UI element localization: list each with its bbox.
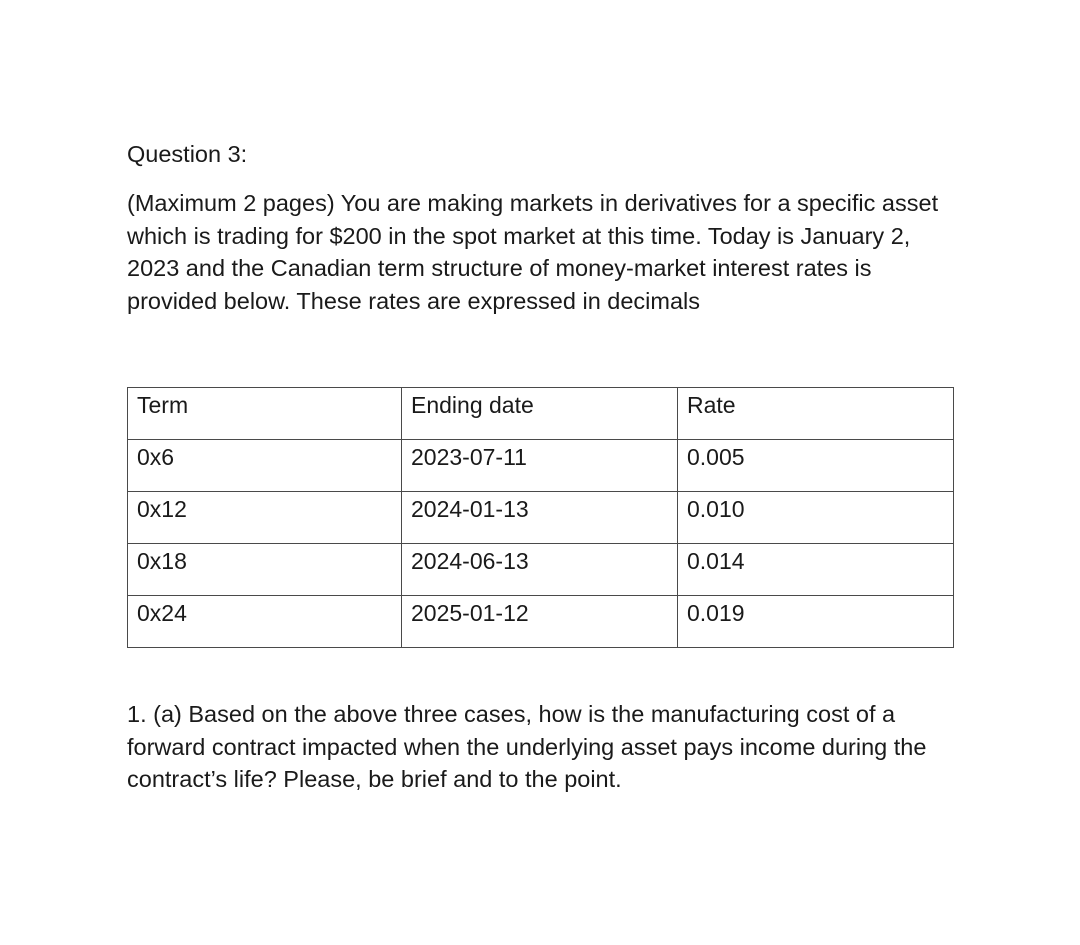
- column-header-rate: Rate: [678, 388, 954, 440]
- ending-date-cell: 2025-01-12: [402, 596, 678, 648]
- rate-cell: 0.019: [678, 596, 954, 648]
- column-header-term: Term: [128, 388, 402, 440]
- question-heading: Question 3:: [127, 141, 248, 167]
- term-structure-table: [127, 387, 954, 648]
- rate-cell: 0.010: [678, 492, 954, 544]
- rate-cell: 0.005: [678, 440, 954, 492]
- table-row: [128, 492, 954, 544]
- term-cell: 0x12: [128, 492, 402, 544]
- term-cell: 0x24: [128, 596, 402, 648]
- table-row: [128, 544, 954, 596]
- intro-paragraph: (Maximum 2 pages) You are making markets in derivatives for a specific asset which is trading for $200 in the spot market at this time. Today is January 2, 2023 and the Canadian term structure of money-market interest rates is provided below. These rates are expressed in decimals: [127, 190, 939, 314]
- ending-date-cell: 2024-01-13: [402, 492, 678, 544]
- rate-cell: 0.014: [678, 544, 954, 596]
- column-header-ending-date: Ending date: [402, 388, 678, 440]
- ending-date-cell: 2024-06-13: [402, 544, 678, 596]
- table-row: [128, 440, 954, 492]
- term-cell: 0x6: [128, 440, 402, 492]
- table-header-row: [128, 388, 954, 440]
- term-cell: 0x18: [128, 544, 402, 596]
- question-text: 1. (a) Based on the above three cases, how is the manufacturing cost of a forward contract impacted when the underlying asset pays income during the contract’s life? Please, be brief and to the point.: [127, 701, 927, 792]
- document-page: [127, 138, 957, 796]
- table-row: [128, 596, 954, 648]
- ending-date-cell: 2023-07-11: [402, 440, 678, 492]
